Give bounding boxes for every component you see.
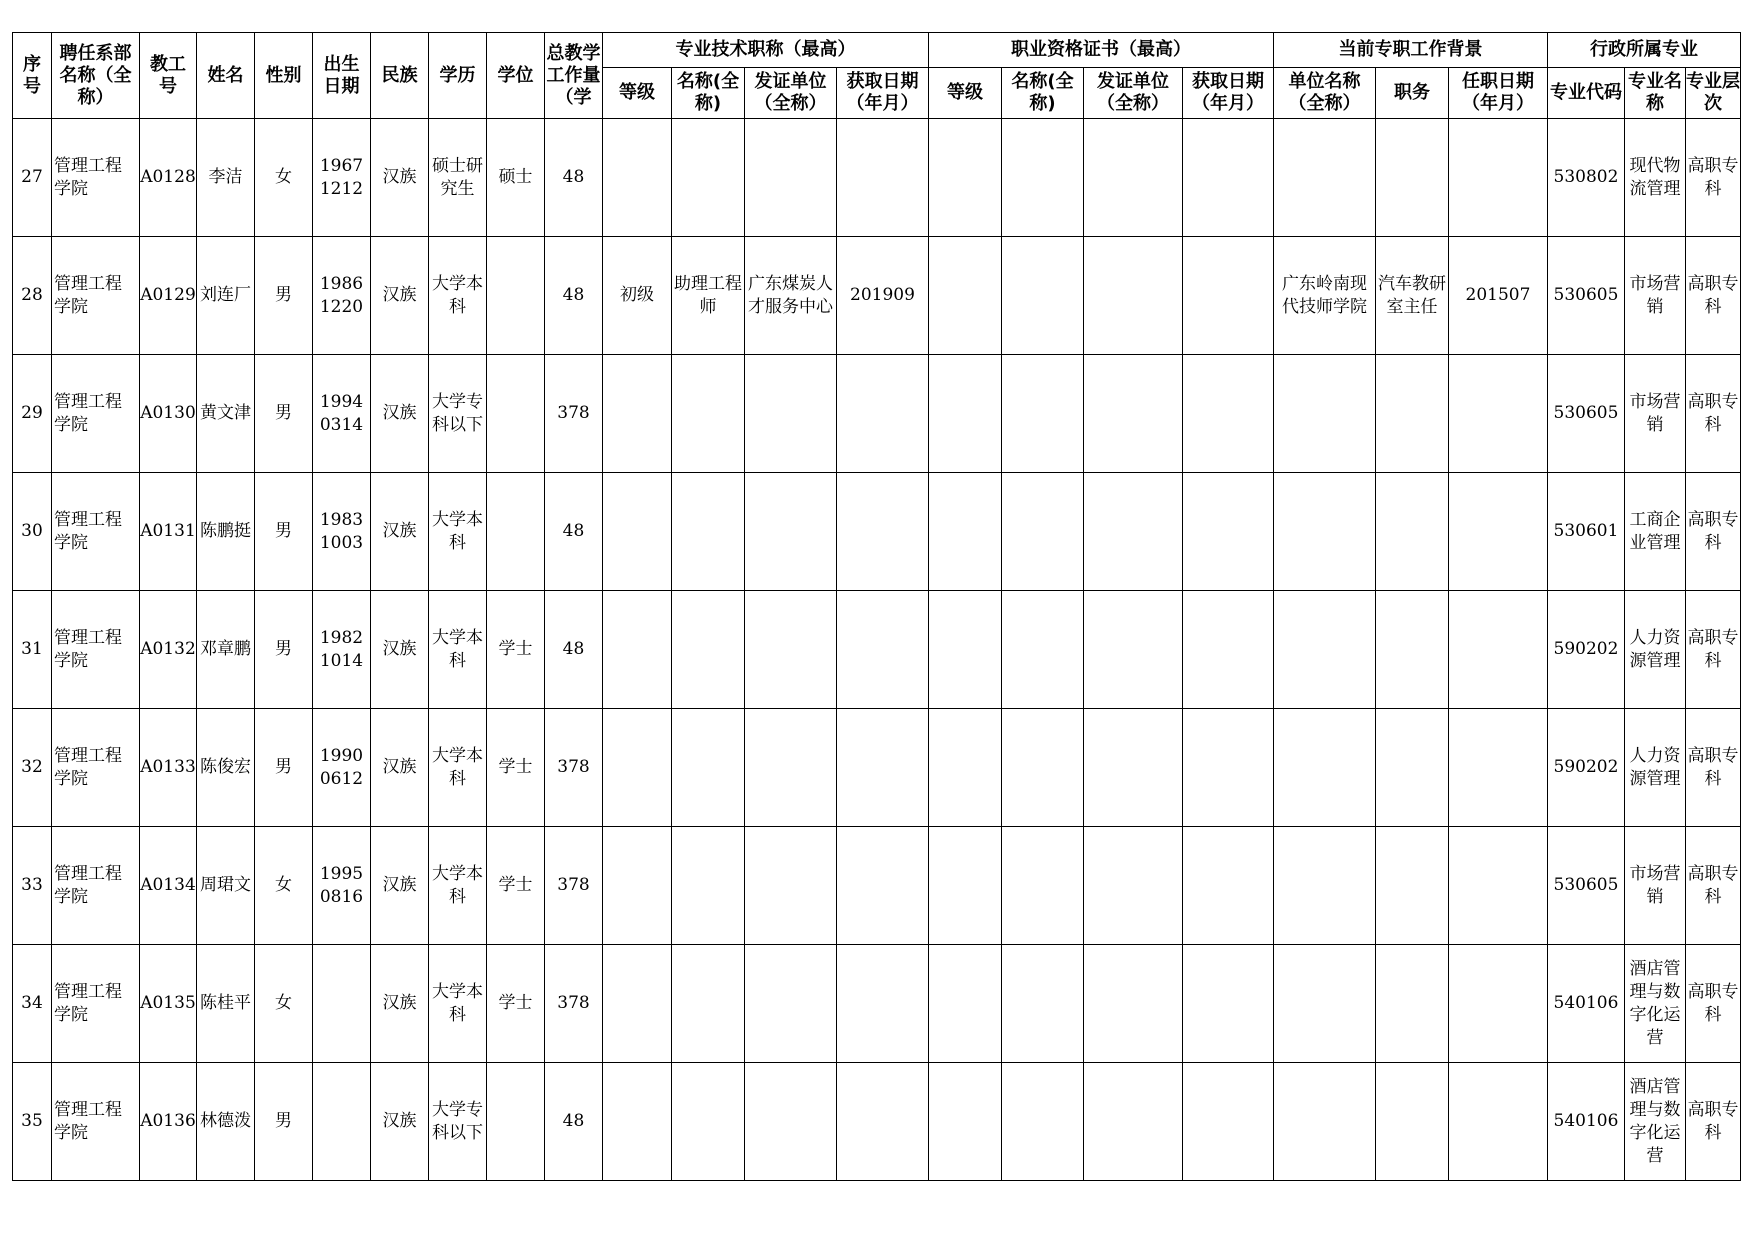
cell-education: 大学本科: [429, 709, 487, 827]
cell-work-date: [1449, 827, 1548, 945]
cell-title-level: [603, 709, 672, 827]
cell-title-date: [837, 1063, 929, 1181]
cell-ethnicity: 汉族: [371, 945, 429, 1063]
cell-education: 大学本科: [429, 473, 487, 591]
cell-cert-level: [929, 945, 1002, 1063]
cell-gender: 男: [255, 591, 313, 709]
cell-work-unit: [1274, 1063, 1376, 1181]
col-workload-text: 总教学工作量（学: [546, 42, 601, 108]
cell-major-level: 高职专科: [1686, 355, 1741, 473]
cell-work-unit: [1274, 119, 1376, 237]
cell-staff-no: A0134: [140, 827, 197, 945]
col-title-level: 等级: [603, 68, 672, 119]
cell-work-date: 201507: [1449, 237, 1548, 355]
cell-seq: 29: [13, 355, 52, 473]
cell-dept: 管理工程学院: [52, 237, 140, 355]
cell-cert-date: [1183, 827, 1274, 945]
table-row: [13, 827, 1741, 945]
cell-title-issuer: [745, 355, 837, 473]
cell-education: 大学专科以下: [429, 355, 487, 473]
cell-gender: 男: [255, 355, 313, 473]
cell-work-position: [1376, 355, 1449, 473]
cell-education: 大学本科: [429, 591, 487, 709]
cell-title-level: [603, 591, 672, 709]
cell-birth: 19900612: [313, 709, 371, 827]
cell-cert-date: [1183, 945, 1274, 1063]
table-row: [13, 945, 1741, 1063]
cell-workload: 378: [545, 827, 603, 945]
cell-major-level: 高职专科: [1686, 119, 1741, 237]
col-major-level: 专业层次: [1686, 68, 1741, 119]
cell-title-name: [672, 473, 745, 591]
cell-major-name: [1625, 709, 1686, 827]
cell-title-level: [603, 945, 672, 1063]
cell-seq: 30: [13, 473, 52, 591]
table-row: [13, 1063, 1741, 1181]
cell-cert-date: [1183, 119, 1274, 237]
table-body: [13, 119, 1741, 1181]
cell-major-name-text: 市场营销: [1629, 391, 1681, 435]
cell-work-date: [1449, 119, 1548, 237]
col-workload: [545, 33, 603, 119]
cell-major-name: [1625, 591, 1686, 709]
cell-major-name-text: 市场营销: [1629, 863, 1681, 907]
cell-cert-date: [1183, 355, 1274, 473]
cell-cert-issuer: [1084, 591, 1183, 709]
cell-title-issuer: [745, 473, 837, 591]
cell-major-name: [1625, 945, 1686, 1063]
cell-birth: 19861220: [313, 237, 371, 355]
col-cert-date: 获取日期（年月）: [1183, 68, 1274, 119]
col-gender: 性别: [255, 33, 313, 119]
cell-cert-name: [1002, 473, 1084, 591]
cell-cert-name: [1002, 709, 1084, 827]
cell-cert-name: [1002, 237, 1084, 355]
cell-staff-no: A0130: [140, 355, 197, 473]
cell-work-date: [1449, 1063, 1548, 1181]
cell-work-unit: [1274, 827, 1376, 945]
cell-workload: 48: [545, 591, 603, 709]
group-professional-title: 专业技术职称（最高）: [603, 33, 929, 68]
col-cert-level: 等级: [929, 68, 1002, 119]
group-admin-major: 行政所属专业: [1548, 33, 1741, 68]
cell-major-code: 540106: [1548, 945, 1625, 1063]
cell-work-date: [1449, 355, 1548, 473]
cell-work-unit: [1274, 945, 1376, 1063]
cell-cert-name: [1002, 1063, 1084, 1181]
cell-title-level: 初级: [603, 237, 672, 355]
cell-cert-date: [1183, 709, 1274, 827]
cell-major-code: 530605: [1548, 237, 1625, 355]
cell-workload: 48: [545, 237, 603, 355]
cell-title-issuer: [745, 709, 837, 827]
cell-gender: 女: [255, 945, 313, 1063]
cell-work-position: [1376, 473, 1449, 591]
cell-major-name: [1625, 473, 1686, 591]
table-row: [13, 237, 1741, 355]
cell-ethnicity: 汉族: [371, 119, 429, 237]
col-birth: 出生日期: [313, 33, 371, 119]
col-major-name-text: 专业名称: [1628, 71, 1682, 114]
cell-ethnicity: 汉族: [371, 355, 429, 473]
cell-staff-no: A0135: [140, 945, 197, 1063]
cell-major-name-text: 酒店管理与数字化运营: [1629, 958, 1681, 1048]
group-qualification-cert: 职业资格证书（最高）: [929, 33, 1274, 68]
cell-ethnicity: 汉族: [371, 827, 429, 945]
col-work-date: 任职日期（年月）: [1449, 68, 1548, 119]
cell-cert-date: [1183, 473, 1274, 591]
cell-birth: 19821014: [313, 591, 371, 709]
cell-birth: 19671212: [313, 119, 371, 237]
cell-title-issuer: [745, 945, 837, 1063]
cell-ethnicity: 汉族: [371, 1063, 429, 1181]
col-title-name: 名称(全称): [672, 68, 745, 119]
cell-cert-name: [1002, 827, 1084, 945]
cell-major-code: 590202: [1548, 591, 1625, 709]
table-row: [13, 709, 1741, 827]
cell-title-date: [837, 591, 929, 709]
cell-major-level: 高职专科: [1686, 1063, 1741, 1181]
cell-staff-no: A0128: [140, 119, 197, 237]
cell-staff-no: A0129: [140, 237, 197, 355]
cell-cert-issuer: [1084, 473, 1183, 591]
cell-work-unit: [1274, 709, 1376, 827]
cell-title-date: [837, 827, 929, 945]
cell-name: 邓章鹏: [197, 591, 255, 709]
cell-major-name-text: 人力资源管理: [1629, 745, 1681, 789]
cell-work-position: [1376, 827, 1449, 945]
cell-degree: 学士: [487, 591, 545, 709]
cell-work-position: [1376, 945, 1449, 1063]
cell-degree: [487, 237, 545, 355]
cell-major-code: 530605: [1548, 355, 1625, 473]
cell-title-level: [603, 119, 672, 237]
cell-title-date: [837, 709, 929, 827]
cell-major-name: [1625, 119, 1686, 237]
cell-major-code: 530601: [1548, 473, 1625, 591]
cell-major-name: [1625, 1063, 1686, 1181]
cell-work-position: 汽车教研室主任: [1376, 237, 1449, 355]
cell-staff-no: A0132: [140, 591, 197, 709]
cell-title-name: [672, 827, 745, 945]
cell-cert-issuer: [1084, 119, 1183, 237]
cell-dept: 管理工程学院: [52, 591, 140, 709]
cell-degree: [487, 473, 545, 591]
cell-cert-level: [929, 355, 1002, 473]
cell-dept: 管理工程学院: [52, 709, 140, 827]
cell-cert-level: [929, 119, 1002, 237]
cell-title-level: [603, 473, 672, 591]
cell-work-date: [1449, 945, 1548, 1063]
cell-gender: 男: [255, 1063, 313, 1181]
cell-cert-level: [929, 827, 1002, 945]
cell-degree: 学士: [487, 709, 545, 827]
cell-major-level: 高职专科: [1686, 709, 1741, 827]
cell-cert-level: [929, 709, 1002, 827]
cell-seq: 27: [13, 119, 52, 237]
cell-cert-level: [929, 237, 1002, 355]
cell-cert-issuer: [1084, 709, 1183, 827]
cell-cert-level: [929, 473, 1002, 591]
cell-cert-issuer: [1084, 945, 1183, 1063]
cell-cert-level: [929, 1063, 1002, 1181]
cell-cert-name: [1002, 355, 1084, 473]
cell-title-name: [672, 709, 745, 827]
cell-major-name-text: 市场营销: [1629, 273, 1681, 317]
cell-title-date: [837, 945, 929, 1063]
col-title-issuer: 发证单位（全称）: [745, 68, 837, 119]
cell-cert-level: [929, 591, 1002, 709]
col-seq: 序号: [13, 33, 52, 119]
cell-major-level: 高职专科: [1686, 237, 1741, 355]
cell-staff-no: A0131: [140, 473, 197, 591]
cell-title-name: [672, 355, 745, 473]
cell-workload: 378: [545, 709, 603, 827]
cell-major-code: 590202: [1548, 709, 1625, 827]
table-row: [13, 473, 1741, 591]
cell-ethnicity: 汉族: [371, 237, 429, 355]
cell-major-level: 高职专科: [1686, 945, 1741, 1063]
cell-title-level: [603, 827, 672, 945]
col-cert-issuer: 发证单位（全称）: [1084, 68, 1183, 119]
cell-title-name: [672, 1063, 745, 1181]
cell-name: 李洁: [197, 119, 255, 237]
cell-degree: [487, 1063, 545, 1181]
col-major-code: 专业代码: [1548, 68, 1625, 119]
cell-cert-issuer: [1084, 1063, 1183, 1181]
cell-work-position: [1376, 709, 1449, 827]
cell-cert-name: [1002, 591, 1084, 709]
cell-work-date: [1449, 591, 1548, 709]
cell-major-code: 530802: [1548, 119, 1625, 237]
table-row: [13, 591, 1741, 709]
table-row: [13, 355, 1741, 473]
cell-degree: 硕士: [487, 119, 545, 237]
cell-major-level: 高职专科: [1686, 827, 1741, 945]
cell-major-name: [1625, 237, 1686, 355]
cell-workload: 48: [545, 473, 603, 591]
cell-major-code: 540106: [1548, 1063, 1625, 1181]
cell-major-level: 高职专科: [1686, 473, 1741, 591]
cell-degree: 学士: [487, 945, 545, 1063]
cell-title-issuer: 广东煤炭人才服务中心: [745, 237, 837, 355]
cell-gender: 男: [255, 237, 313, 355]
cell-gender: 女: [255, 827, 313, 945]
cell-title-date: [837, 355, 929, 473]
cell-workload: 378: [545, 355, 603, 473]
cell-education: 硕士研究生: [429, 119, 487, 237]
cell-work-date: [1449, 709, 1548, 827]
cell-birth: [313, 945, 371, 1063]
cell-work-unit: [1274, 355, 1376, 473]
col-major-name: [1625, 68, 1686, 119]
cell-work-date: [1449, 473, 1548, 591]
col-ethnicity: 民族: [371, 33, 429, 119]
cell-dept: 管理工程学院: [52, 945, 140, 1063]
cell-cert-issuer: [1084, 355, 1183, 473]
cell-title-issuer: [745, 827, 837, 945]
cell-cert-date: [1183, 237, 1274, 355]
col-dept: 聘任系部名称（全称）: [52, 33, 140, 119]
cell-title-name: 助理工程师: [672, 237, 745, 355]
cell-work-position: [1376, 591, 1449, 709]
cell-cert-date: [1183, 1063, 1274, 1181]
cell-staff-no: A0133: [140, 709, 197, 827]
cell-title-level: [603, 1063, 672, 1181]
cell-seq: 31: [13, 591, 52, 709]
cell-gender: 男: [255, 473, 313, 591]
cell-degree: 学士: [487, 827, 545, 945]
cell-dept: 管理工程学院: [52, 119, 140, 237]
table-row: [13, 119, 1741, 237]
group-work-background: 当前专职工作背景: [1274, 33, 1548, 68]
cell-staff-no: A0136: [140, 1063, 197, 1181]
cell-birth: 19950816: [313, 827, 371, 945]
cell-workload: 48: [545, 119, 603, 237]
cell-cert-date: [1183, 591, 1274, 709]
cell-title-issuer: [745, 591, 837, 709]
cell-title-date: [837, 473, 929, 591]
cell-major-level: 高职专科: [1686, 591, 1741, 709]
cell-work-unit: [1274, 473, 1376, 591]
cell-name: 刘连厂: [197, 237, 255, 355]
cell-seq: 28: [13, 237, 52, 355]
cell-cert-issuer: [1084, 237, 1183, 355]
cell-dept: 管理工程学院: [52, 473, 140, 591]
cell-seq: 34: [13, 945, 52, 1063]
cell-education: 大学本科: [429, 827, 487, 945]
col-title-date: 获取日期（年月）: [837, 68, 929, 119]
cell-birth: [313, 1063, 371, 1181]
cell-major-name-text: 现代物流管理: [1629, 155, 1681, 199]
cell-name: 陈桂平: [197, 945, 255, 1063]
staff-table: [12, 32, 1741, 1181]
cell-major-name-text: 工商企业管理: [1629, 509, 1681, 553]
cell-title-date: [837, 119, 929, 237]
cell-work-unit: 广东岭南现代技师学院: [1274, 237, 1376, 355]
cell-seq: 33: [13, 827, 52, 945]
cell-title-issuer: [745, 119, 837, 237]
cell-dept: 管理工程学院: [52, 827, 140, 945]
col-work-unit: 单位名称（全称）: [1274, 68, 1376, 119]
cell-work-position: [1376, 1063, 1449, 1181]
cell-workload: 48: [545, 1063, 603, 1181]
cell-cert-issuer: [1084, 827, 1183, 945]
cell-title-name: [672, 945, 745, 1063]
cell-ethnicity: 汉族: [371, 709, 429, 827]
cell-education: 大学专科以下: [429, 1063, 487, 1181]
cell-title-name: [672, 591, 745, 709]
cell-title-date: 201909: [837, 237, 929, 355]
cell-seq: 35: [13, 1063, 52, 1181]
cell-dept: 管理工程学院: [52, 355, 140, 473]
cell-work-unit: [1274, 591, 1376, 709]
cell-seq: 32: [13, 709, 52, 827]
cell-ethnicity: 汉族: [371, 473, 429, 591]
cell-name: 黄文津: [197, 355, 255, 473]
cell-major-name-text: 人力资源管理: [1629, 627, 1681, 671]
cell-title-issuer: [745, 1063, 837, 1181]
cell-birth: 19831003: [313, 473, 371, 591]
cell-major-name: [1625, 827, 1686, 945]
cell-cert-name: [1002, 119, 1084, 237]
cell-name: 周珺文: [197, 827, 255, 945]
col-staff-no: 教工号: [140, 33, 197, 119]
cell-major-code: 530605: [1548, 827, 1625, 945]
cell-gender: 女: [255, 119, 313, 237]
cell-name: 林德泼: [197, 1063, 255, 1181]
col-work-position: 职务: [1376, 68, 1449, 119]
col-name: 姓名: [197, 33, 255, 119]
cell-education: 大学本科: [429, 945, 487, 1063]
cell-education: 大学本科: [429, 237, 487, 355]
cell-title-level: [603, 355, 672, 473]
cell-name: 陈鹏挺: [197, 473, 255, 591]
col-education: 学历: [429, 33, 487, 119]
col-degree: 学位: [487, 33, 545, 119]
cell-major-name-text: 酒店管理与数字化运营: [1629, 1076, 1681, 1166]
cell-workload: 378: [545, 945, 603, 1063]
cell-ethnicity: 汉族: [371, 591, 429, 709]
cell-major-name: [1625, 355, 1686, 473]
cell-gender: 男: [255, 709, 313, 827]
cell-title-name: [672, 119, 745, 237]
cell-degree: [487, 355, 545, 473]
cell-name: 陈俊宏: [197, 709, 255, 827]
cell-birth: 19940314: [313, 355, 371, 473]
cell-dept: 管理工程学院: [52, 1063, 140, 1181]
header-row-groups: [13, 33, 1741, 68]
col-cert-name: 名称(全称): [1002, 68, 1084, 119]
cell-work-position: [1376, 119, 1449, 237]
cell-cert-name: [1002, 945, 1084, 1063]
